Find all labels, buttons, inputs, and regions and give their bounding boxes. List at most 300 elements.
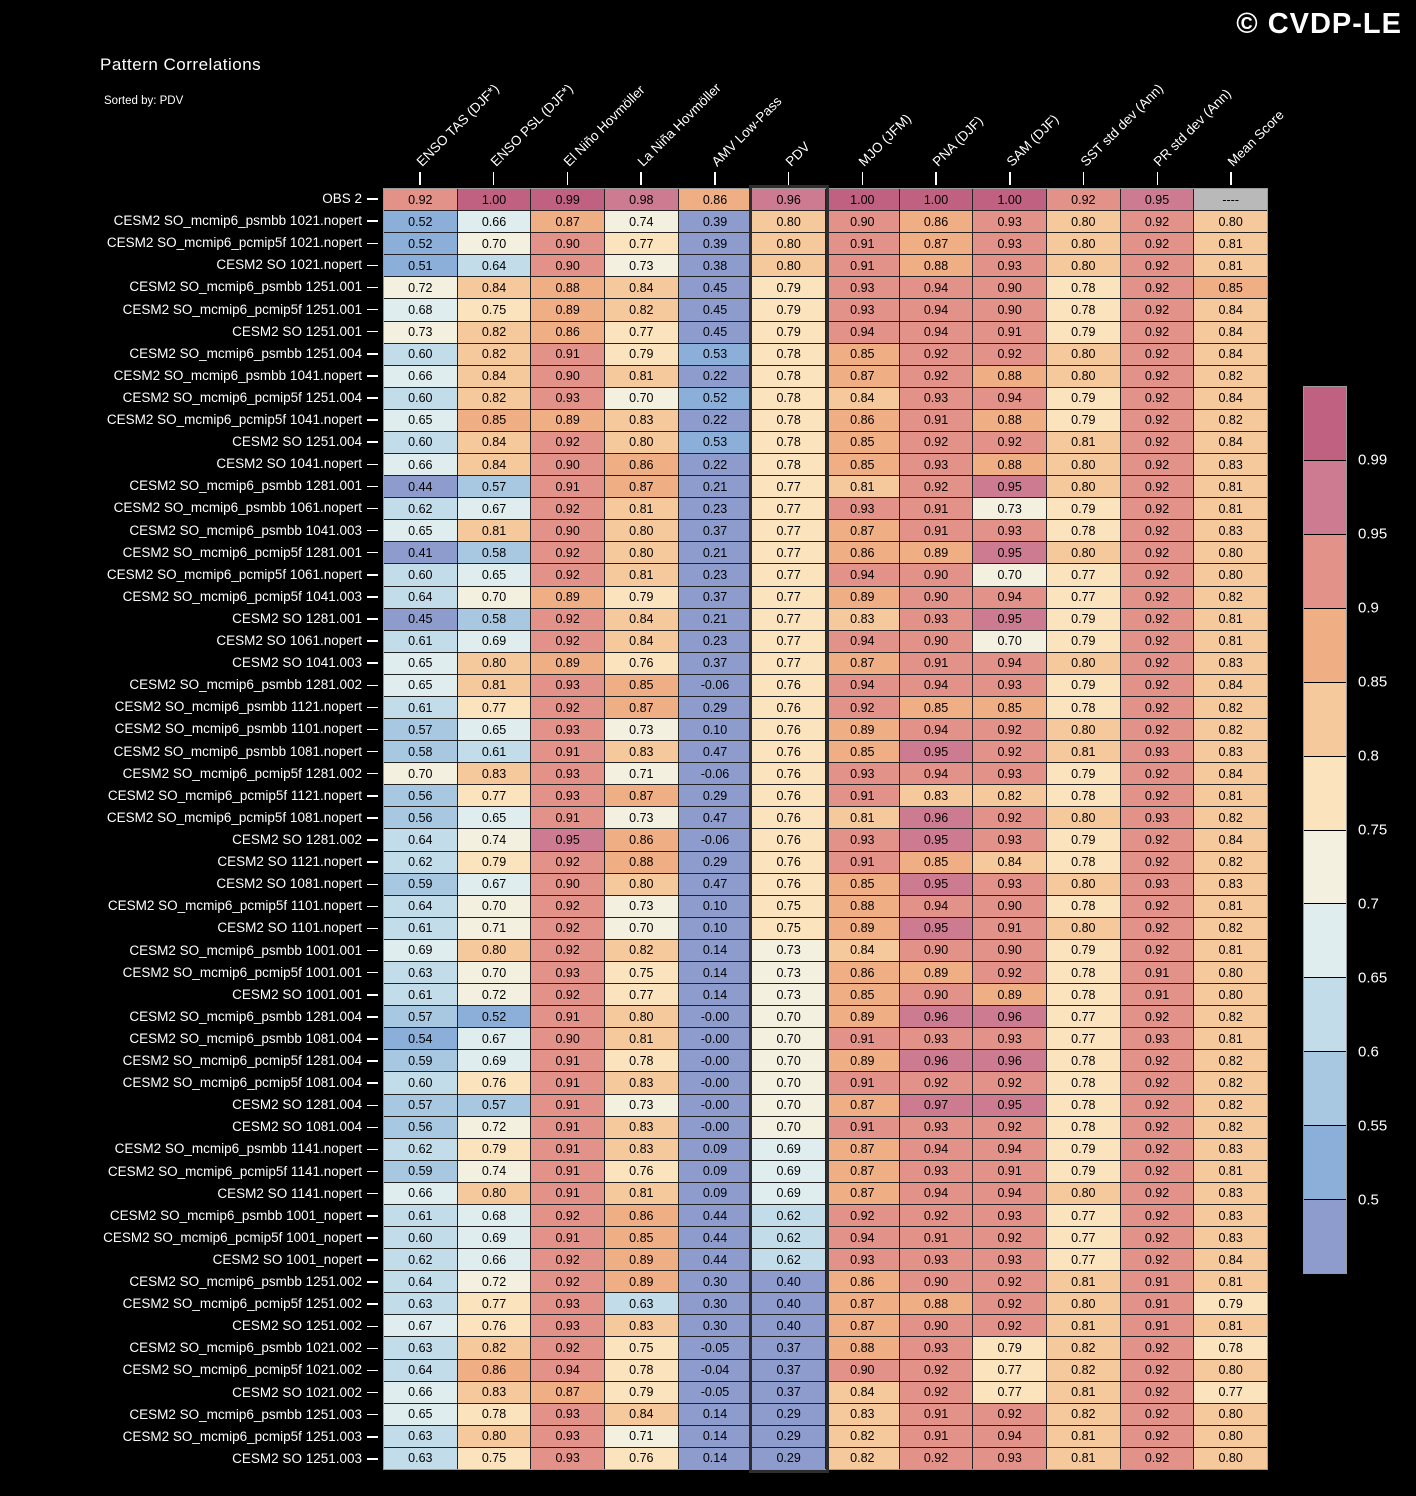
row-tick: [367, 397, 378, 399]
row-label: CESM2 SO_mcmip6_pcmip5f 1281.002: [122, 765, 362, 781]
heatmap-cell: 1.00: [826, 189, 899, 210]
heatmap-cell: 0.92: [1121, 587, 1194, 608]
heatmap-cell: 0.65: [384, 675, 457, 696]
heatmap-cell: 0.80: [1194, 1404, 1267, 1425]
heatmap-cell: 0.82: [1047, 1404, 1120, 1425]
heatmap-cell: 0.70: [458, 233, 531, 254]
heatmap-cell: 0.80: [752, 211, 825, 232]
heatmap-cell: 0.73: [973, 498, 1046, 519]
heatmap-cell: 0.82: [1194, 1095, 1267, 1116]
heatmap-cell: 0.90: [900, 587, 973, 608]
heatmap-cell: 0.77: [752, 564, 825, 585]
heatmap-cell: 0.79: [1047, 675, 1120, 696]
row-tick: [367, 220, 378, 222]
heatmap-cell: 0.94: [531, 1360, 604, 1381]
heatmap-cell: 0.80: [1047, 233, 1120, 254]
heatmap-cell: 0.70: [973, 564, 1046, 585]
heatmap-cell: 0.92: [531, 564, 604, 585]
heatmap-cell: 0.80: [1047, 918, 1120, 939]
heatmap-cell: 0.91: [900, 653, 973, 674]
row-label: CESM2 SO_mcmip6_psmbb 1251.001: [129, 279, 362, 295]
heatmap-cell: 0.72: [384, 277, 457, 298]
heatmap-cell: 0.94: [900, 1139, 973, 1160]
heatmap-cell: 0.81: [605, 1183, 678, 1204]
row-label: CESM2 SO 1001_nopert: [212, 1251, 362, 1267]
heatmap-cell: 0.90: [531, 454, 604, 475]
heatmap-cell: 0.93: [826, 829, 899, 850]
heatmap-cell: 0.92: [531, 896, 604, 917]
heatmap-cell: 0.81: [1047, 432, 1120, 453]
heatmap-cell: 0.86: [826, 542, 899, 563]
heatmap-cell: 0.82: [1194, 697, 1267, 718]
heatmap-cell: 0.88: [900, 255, 973, 276]
heatmap-cell: 0.89: [900, 542, 973, 563]
col-tick: [1230, 172, 1232, 185]
heatmap-cell: 0.76: [752, 874, 825, 895]
heatmap-cell: 0.92: [1121, 1426, 1194, 1447]
heatmap-cell: 0.71: [605, 763, 678, 784]
heatmap-cell: 0.62: [752, 1249, 825, 1270]
heatmap-cell: 0.84: [605, 609, 678, 630]
heatmap-cell: 0.77: [973, 1360, 1046, 1381]
heatmap-cell: 0.87: [531, 211, 604, 232]
heatmap-cell: 0.91: [531, 1227, 604, 1248]
heatmap-cell: 0.92: [531, 432, 604, 453]
heatmap-cell: 0.94: [973, 587, 1046, 608]
heatmap-cell: 0.57: [458, 1095, 531, 1116]
heatmap-cell: 0.92: [973, 1293, 1046, 1314]
heatmap-cell: 0.92: [531, 1271, 604, 1292]
heatmap-cell: 0.65: [384, 1404, 457, 1425]
heatmap-cell: 0.79: [1047, 940, 1120, 961]
heatmap-cell: 0.91: [973, 1161, 1046, 1182]
heatmap-cell: 0.79: [458, 852, 531, 873]
page-title: Pattern Correlations: [100, 55, 262, 74]
heatmap-cell: 0.77: [605, 322, 678, 343]
heatmap-cell: 0.92: [1121, 410, 1194, 431]
heatmap-cell: 0.30: [679, 1293, 752, 1314]
heatmap-cell: 0.78: [752, 388, 825, 409]
heatmap-cell: 0.80: [1047, 344, 1120, 365]
heatmap-cell: 1.00: [900, 189, 973, 210]
heatmap-cell: 0.92: [973, 1315, 1046, 1336]
colorbar-segment: [1304, 683, 1346, 756]
heatmap-cell: ----: [1194, 189, 1267, 210]
colorbar-segment: [1304, 904, 1346, 977]
row-tick: [367, 751, 378, 753]
heatmap-cell: 0.87: [605, 476, 678, 497]
row-tick: [367, 994, 378, 996]
heatmap-cell: 0.81: [826, 807, 899, 828]
heatmap-cell: 0.76: [752, 785, 825, 806]
heatmap-cell: 0.29: [752, 1426, 825, 1447]
heatmap-cell: 0.77: [752, 631, 825, 652]
heatmap-cell: 0.82: [458, 322, 531, 343]
heatmap-cell: 0.78: [752, 344, 825, 365]
heatmap-cell: 0.93: [900, 1337, 973, 1358]
heatmap-cell: 0.93: [900, 454, 973, 475]
colorbar-tick-label: 0.5: [1358, 1191, 1379, 1209]
heatmap-cell: 0.77: [1047, 1205, 1120, 1226]
heatmap-cell: 0.69: [752, 1161, 825, 1182]
heatmap-cell: 0.82: [1194, 1050, 1267, 1071]
heatmap-cell: 0.93: [826, 498, 899, 519]
heatmap-cell: 0.53: [679, 432, 752, 453]
heatmap-cell: 0.92: [1121, 631, 1194, 652]
row-label: CESM2 SO_mcmip6_psmbb 1251.004: [129, 345, 362, 361]
heatmap-cell: 0.92: [1121, 366, 1194, 387]
heatmap-cell: 0.61: [384, 697, 457, 718]
heatmap-cell: 0.92: [1121, 388, 1194, 409]
heatmap-cell: 0.91: [900, 1426, 973, 1447]
heatmap-cell: 0.79: [1047, 1161, 1120, 1182]
heatmap-cell: 0.93: [973, 1205, 1046, 1226]
heatmap-cell: 0.73: [605, 1095, 678, 1116]
heatmap-cell: 0.78: [1047, 299, 1120, 320]
colorbar-segment: [1304, 1200, 1346, 1273]
heatmap-cell: 0.85: [826, 454, 899, 475]
heatmap-cell: 0.78: [1047, 852, 1120, 873]
row-label: CESM2 SO_mcmip6_psmbb 1121.nopert: [114, 699, 362, 715]
heatmap-cell: 0.60: [384, 1072, 457, 1093]
sort-note: Sorted by: PDV: [104, 95, 184, 107]
heatmap-cell: 0.63: [384, 962, 457, 983]
heatmap-cell: 0.65: [458, 719, 531, 740]
heatmap-cell: 0.77: [752, 609, 825, 630]
heatmap-cell: 0.93: [973, 675, 1046, 696]
heatmap-cell: 0.95: [973, 476, 1046, 497]
heatmap-cell: 0.59: [384, 1050, 457, 1071]
heatmap-cell: 0.44: [679, 1205, 752, 1226]
heatmap-cell: 0.81: [1047, 1382, 1120, 1403]
heatmap-cell: 0.80: [605, 432, 678, 453]
heatmap-cell: 0.75: [605, 1337, 678, 1358]
heatmap-cell: 0.83: [900, 785, 973, 806]
heatmap-cell: 0.82: [826, 1448, 899, 1469]
heatmap-cell: 0.81: [605, 498, 678, 519]
heatmap-cell: 0.91: [531, 1050, 604, 1071]
heatmap-cell: 0.91: [1121, 962, 1194, 983]
heatmap-cell: 0.87: [826, 1315, 899, 1336]
row-tick: [367, 198, 378, 200]
heatmap-cell: 0.77: [752, 542, 825, 563]
heatmap-cell: 0.62: [752, 1227, 825, 1248]
heatmap-cell: 0.94: [900, 277, 973, 298]
heatmap-cell: 0.95: [900, 741, 973, 762]
column-header: PNA (DJF): [929, 113, 987, 170]
row-tick: [367, 464, 378, 466]
heatmap-cell: 0.86: [605, 454, 678, 475]
heatmap-cell: 0.77: [605, 233, 678, 254]
heatmap-cell: 0.91: [531, 1072, 604, 1093]
heatmap-cell: 0.92: [1121, 564, 1194, 585]
heatmap-cell: 0.92: [973, 344, 1046, 365]
heatmap-cell: 0.78: [1047, 1050, 1120, 1071]
heatmap-cell: 0.70: [752, 1006, 825, 1027]
heatmap-cell: 0.80: [1194, 564, 1267, 585]
row-tick: [367, 640, 378, 642]
heatmap-cell: 0.79: [1047, 1139, 1120, 1160]
heatmap-cell: 0.91: [900, 1227, 973, 1248]
heatmap-cell: 0.85: [826, 984, 899, 1005]
heatmap-cell: 0.92: [1047, 189, 1120, 210]
heatmap-cell: 0.38: [679, 255, 752, 276]
heatmap-cell: 0.62: [384, 1139, 457, 1160]
heatmap-cell: 0.63: [605, 1293, 678, 1314]
heatmap-cell: 0.81: [1047, 741, 1120, 762]
heatmap-cell: 0.64: [384, 1271, 457, 1292]
heatmap-cell: 0.91: [1121, 984, 1194, 1005]
heatmap-cell: 0.77: [1047, 1249, 1120, 1270]
heatmap-cell: 0.65: [384, 520, 457, 541]
heatmap-cell: 0.94: [826, 1227, 899, 1248]
heatmap-cell: 0.83: [605, 1072, 678, 1093]
heatmap-cell: 0.92: [1121, 675, 1194, 696]
heatmap-cell: 0.44: [679, 1249, 752, 1270]
heatmap-cell: 0.92: [1121, 896, 1194, 917]
col-tick: [788, 172, 790, 185]
heatmap-cell: 0.92: [973, 719, 1046, 740]
row-label: CESM2 SO 1251.003: [232, 1450, 362, 1466]
heatmap-cell: 0.37: [752, 1360, 825, 1381]
row-label: CESM2 SO_mcmip6_pcmip5f 1041.003: [122, 588, 362, 604]
row-tick: [367, 685, 378, 687]
heatmap-cell: 0.91: [900, 520, 973, 541]
heatmap-cell: 0.94: [900, 763, 973, 784]
heatmap-cell: 0.81: [605, 366, 678, 387]
heatmap-cell: 0.92: [973, 741, 1046, 762]
heatmap-cell: 0.91: [900, 498, 973, 519]
heatmap-cell: 0.88: [973, 454, 1046, 475]
heatmap-cell: 0.90: [900, 631, 973, 652]
heatmap-cell: 0.91: [826, 1072, 899, 1093]
heatmap-cell: 0.92: [973, 807, 1046, 828]
heatmap-cell: 0.70: [384, 763, 457, 784]
heatmap-cell: 0.92: [531, 609, 604, 630]
heatmap-cell: 0.52: [384, 211, 457, 232]
heatmap-cell: 0.45: [679, 322, 752, 343]
heatmap-cell: 0.81: [1047, 1426, 1120, 1447]
heatmap-cell: 0.39: [679, 211, 752, 232]
heatmap-cell: 0.92: [1121, 1183, 1194, 1204]
colorbar-tick-label: 0.99: [1358, 451, 1388, 469]
heatmap-cell: 0.95: [900, 918, 973, 939]
heatmap-cell: 0.85: [900, 697, 973, 718]
heatmap-cell: 0.80: [605, 542, 678, 563]
heatmap-cell: 0.89: [826, 719, 899, 740]
row-tick: [367, 1038, 378, 1040]
heatmap-cell: 0.92: [1121, 299, 1194, 320]
heatmap-cell: -0.04: [679, 1360, 752, 1381]
heatmap-cell: 0.87: [826, 1183, 899, 1204]
heatmap-cell: 0.93: [531, 1448, 604, 1469]
heatmap-cell: 0.90: [973, 299, 1046, 320]
heatmap-cell: 0.90: [900, 1315, 973, 1336]
heatmap-cell: 0.82: [458, 1337, 531, 1358]
heatmap-cell: 0.93: [900, 609, 973, 630]
row-label: CESM2 SO_mcmip6_pcmip5f 1101.nopert: [107, 898, 362, 914]
heatmap-cell: 0.85: [973, 697, 1046, 718]
heatmap-cell: 0.92: [531, 1205, 604, 1226]
heatmap-cell: 0.91: [531, 1139, 604, 1160]
row-tick: [367, 1392, 378, 1394]
heatmap-cell: 0.80: [458, 1426, 531, 1447]
heatmap-cell: 0.80: [1047, 211, 1120, 232]
heatmap-cell: 0.86: [531, 322, 604, 343]
heatmap-cell: 0.93: [531, 1404, 604, 1425]
heatmap-cell: 0.80: [458, 1183, 531, 1204]
heatmap-cell: 0.92: [1121, 1337, 1194, 1358]
heatmap-cell: 0.69: [752, 1183, 825, 1204]
heatmap-cell: 0.81: [605, 1028, 678, 1049]
row-label: CESM2 SO_mcmip6_pcmip5f 1251.004: [122, 389, 362, 405]
heatmap-cell: 0.61: [384, 1205, 457, 1226]
row-label: CESM2 SO_mcmip6_pcmip5f 1021.nopert: [106, 235, 362, 251]
heatmap-cell: 0.84: [1194, 388, 1267, 409]
heatmap-cell: 0.83: [1194, 454, 1267, 475]
heatmap-cell: 0.09: [679, 1139, 752, 1160]
heatmap-cell: 0.93: [900, 1028, 973, 1049]
heatmap-cell: 0.63: [384, 1293, 457, 1314]
row-tick: [367, 884, 378, 886]
heatmap-cell: 0.76: [605, 1448, 678, 1469]
heatmap-cell: 0.76: [752, 697, 825, 718]
heatmap-cell: 0.80: [1194, 211, 1267, 232]
heatmap-cell: 0.84: [1194, 829, 1267, 850]
heatmap-cell: 0.92: [1121, 940, 1194, 961]
heatmap-cell: 0.63: [384, 1448, 457, 1469]
heatmap-cell: 0.78: [1047, 962, 1120, 983]
heatmap-cell: 0.82: [1194, 410, 1267, 431]
heatmap-cell: 0.79: [1047, 631, 1120, 652]
heatmap-cell: 0.66: [384, 1183, 457, 1204]
heatmap-cell: 0.39: [679, 233, 752, 254]
heatmap-cell: 0.82: [1194, 852, 1267, 873]
heatmap-cell: 0.74: [458, 829, 531, 850]
heatmap-cell: 0.93: [1121, 807, 1194, 828]
heatmap-cell: 0.92: [1121, 1205, 1194, 1226]
heatmap-cell: 0.37: [679, 587, 752, 608]
heatmap-cell: 0.79: [1047, 410, 1120, 431]
column-header: SST std dev (Ann): [1077, 80, 1166, 170]
heatmap-cell: 0.93: [973, 233, 1046, 254]
row-tick: [367, 1259, 378, 1261]
heatmap-cell: 0.37: [752, 1382, 825, 1403]
heatmap-cell: 0.14: [679, 962, 752, 983]
row-tick: [367, 928, 378, 930]
heatmap-cell: 0.66: [384, 454, 457, 475]
row-label: CESM2 SO_mcmip6_pcmip5f 1081.nopert: [106, 809, 362, 825]
heatmap-cell: 0.78: [1047, 277, 1120, 298]
row-label: CESM2 SO_mcmip6_pcmip5f 1281.001: [122, 544, 362, 560]
heatmap-cell: 0.81: [1194, 631, 1267, 652]
row-label: CESM2 SO 1081.004: [232, 1119, 362, 1135]
row-label: CESM2 SO_mcmip6_pcmip5f 1061.nopert: [106, 566, 362, 582]
heatmap-cell: 0.80: [605, 874, 678, 895]
heatmap-cell: 0.87: [826, 1293, 899, 1314]
heatmap-cell: 0.80: [1194, 542, 1267, 563]
col-tick: [1009, 172, 1011, 185]
heatmap-cell: -0.00: [679, 1006, 752, 1027]
row-tick: [367, 508, 378, 510]
heatmap-cell: 0.60: [384, 388, 457, 409]
heatmap-cell: 0.80: [605, 520, 678, 541]
heatmap-cell: 0.70: [973, 631, 1046, 652]
heatmap-cell: 0.70: [752, 1117, 825, 1138]
heatmap-cell: 0.83: [826, 609, 899, 630]
heatmap-cell: 0.91: [826, 233, 899, 254]
heatmap-cell: 0.58: [458, 609, 531, 630]
row-tick: [367, 1281, 378, 1283]
heatmap-cell: 0.64: [384, 896, 457, 917]
heatmap-cell: 0.90: [826, 1360, 899, 1381]
heatmap-cell: 0.80: [1047, 874, 1120, 895]
heatmap-cell: 0.60: [384, 1227, 457, 1248]
heatmap-cell: 0.61: [384, 984, 457, 1005]
heatmap-cell: -0.05: [679, 1382, 752, 1403]
heatmap-cell: 0.53: [679, 344, 752, 365]
heatmap-cell: 0.88: [826, 896, 899, 917]
row-tick: [367, 486, 378, 488]
heatmap-cell: 0.86: [900, 211, 973, 232]
heatmap-cell: 0.79: [605, 344, 678, 365]
heatmap-cell: 0.70: [752, 1050, 825, 1071]
heatmap-cell: 0.93: [531, 763, 604, 784]
heatmap-cell: 0.87: [605, 697, 678, 718]
heatmap-cell: 0.92: [1121, 1050, 1194, 1071]
heatmap-cell: 0.81: [826, 476, 899, 497]
heatmap-cell: 0.96: [752, 189, 825, 210]
heatmap-cell: 0.58: [384, 741, 457, 762]
heatmap-cell: 0.92: [1121, 1117, 1194, 1138]
heatmap-cell: -0.00: [679, 1117, 752, 1138]
row-label: CESM2 SO 1251.004: [232, 434, 362, 450]
row-label: CESM2 SO_mcmip6_pcmip5f 1081.004: [122, 1075, 362, 1091]
heatmap-cell: 0.81: [1194, 1161, 1267, 1182]
heatmap-cell: 0.80: [1194, 984, 1267, 1005]
heatmap-cell: -0.06: [679, 829, 752, 850]
heatmap-cell: 0.69: [458, 631, 531, 652]
heatmap-cell: 0.65: [458, 807, 531, 828]
heatmap-cell: 0.73: [384, 322, 457, 343]
heatmap-cell: 0.67: [384, 1315, 457, 1336]
heatmap-cell: 0.82: [605, 299, 678, 320]
heatmap-cell: 0.62: [384, 852, 457, 873]
heatmap-cell: 0.92: [1121, 1095, 1194, 1116]
column-header: La Niña Hovmöller: [634, 80, 724, 170]
heatmap-cell: 0.82: [1194, 366, 1267, 387]
heatmap-cell: 0.80: [752, 233, 825, 254]
heatmap-cell: 0.64: [458, 255, 531, 276]
heatmap-cell: 0.93: [531, 719, 604, 740]
heatmap-cell: 0.78: [458, 1404, 531, 1425]
heatmap-cell: 0.90: [900, 564, 973, 585]
heatmap-cell: 0.93: [531, 675, 604, 696]
heatmap-cell: 0.78: [605, 1360, 678, 1381]
heatmap-cell: 0.45: [679, 299, 752, 320]
heatmap-cell: 0.81: [605, 564, 678, 585]
heatmap-cell: -0.06: [679, 763, 752, 784]
heatmap-cell: 0.75: [458, 299, 531, 320]
heatmap-cell: 0.78: [752, 454, 825, 475]
heatmap-cell: 0.65: [384, 653, 457, 674]
heatmap-cell: 0.80: [1047, 542, 1120, 563]
row-label: CESM2 SO 1251.001: [232, 323, 362, 339]
heatmap-cell: 0.76: [605, 1161, 678, 1182]
heatmap-cell: 0.80: [1047, 366, 1120, 387]
heatmap-cell: 0.91: [826, 852, 899, 873]
row-tick: [367, 618, 378, 620]
